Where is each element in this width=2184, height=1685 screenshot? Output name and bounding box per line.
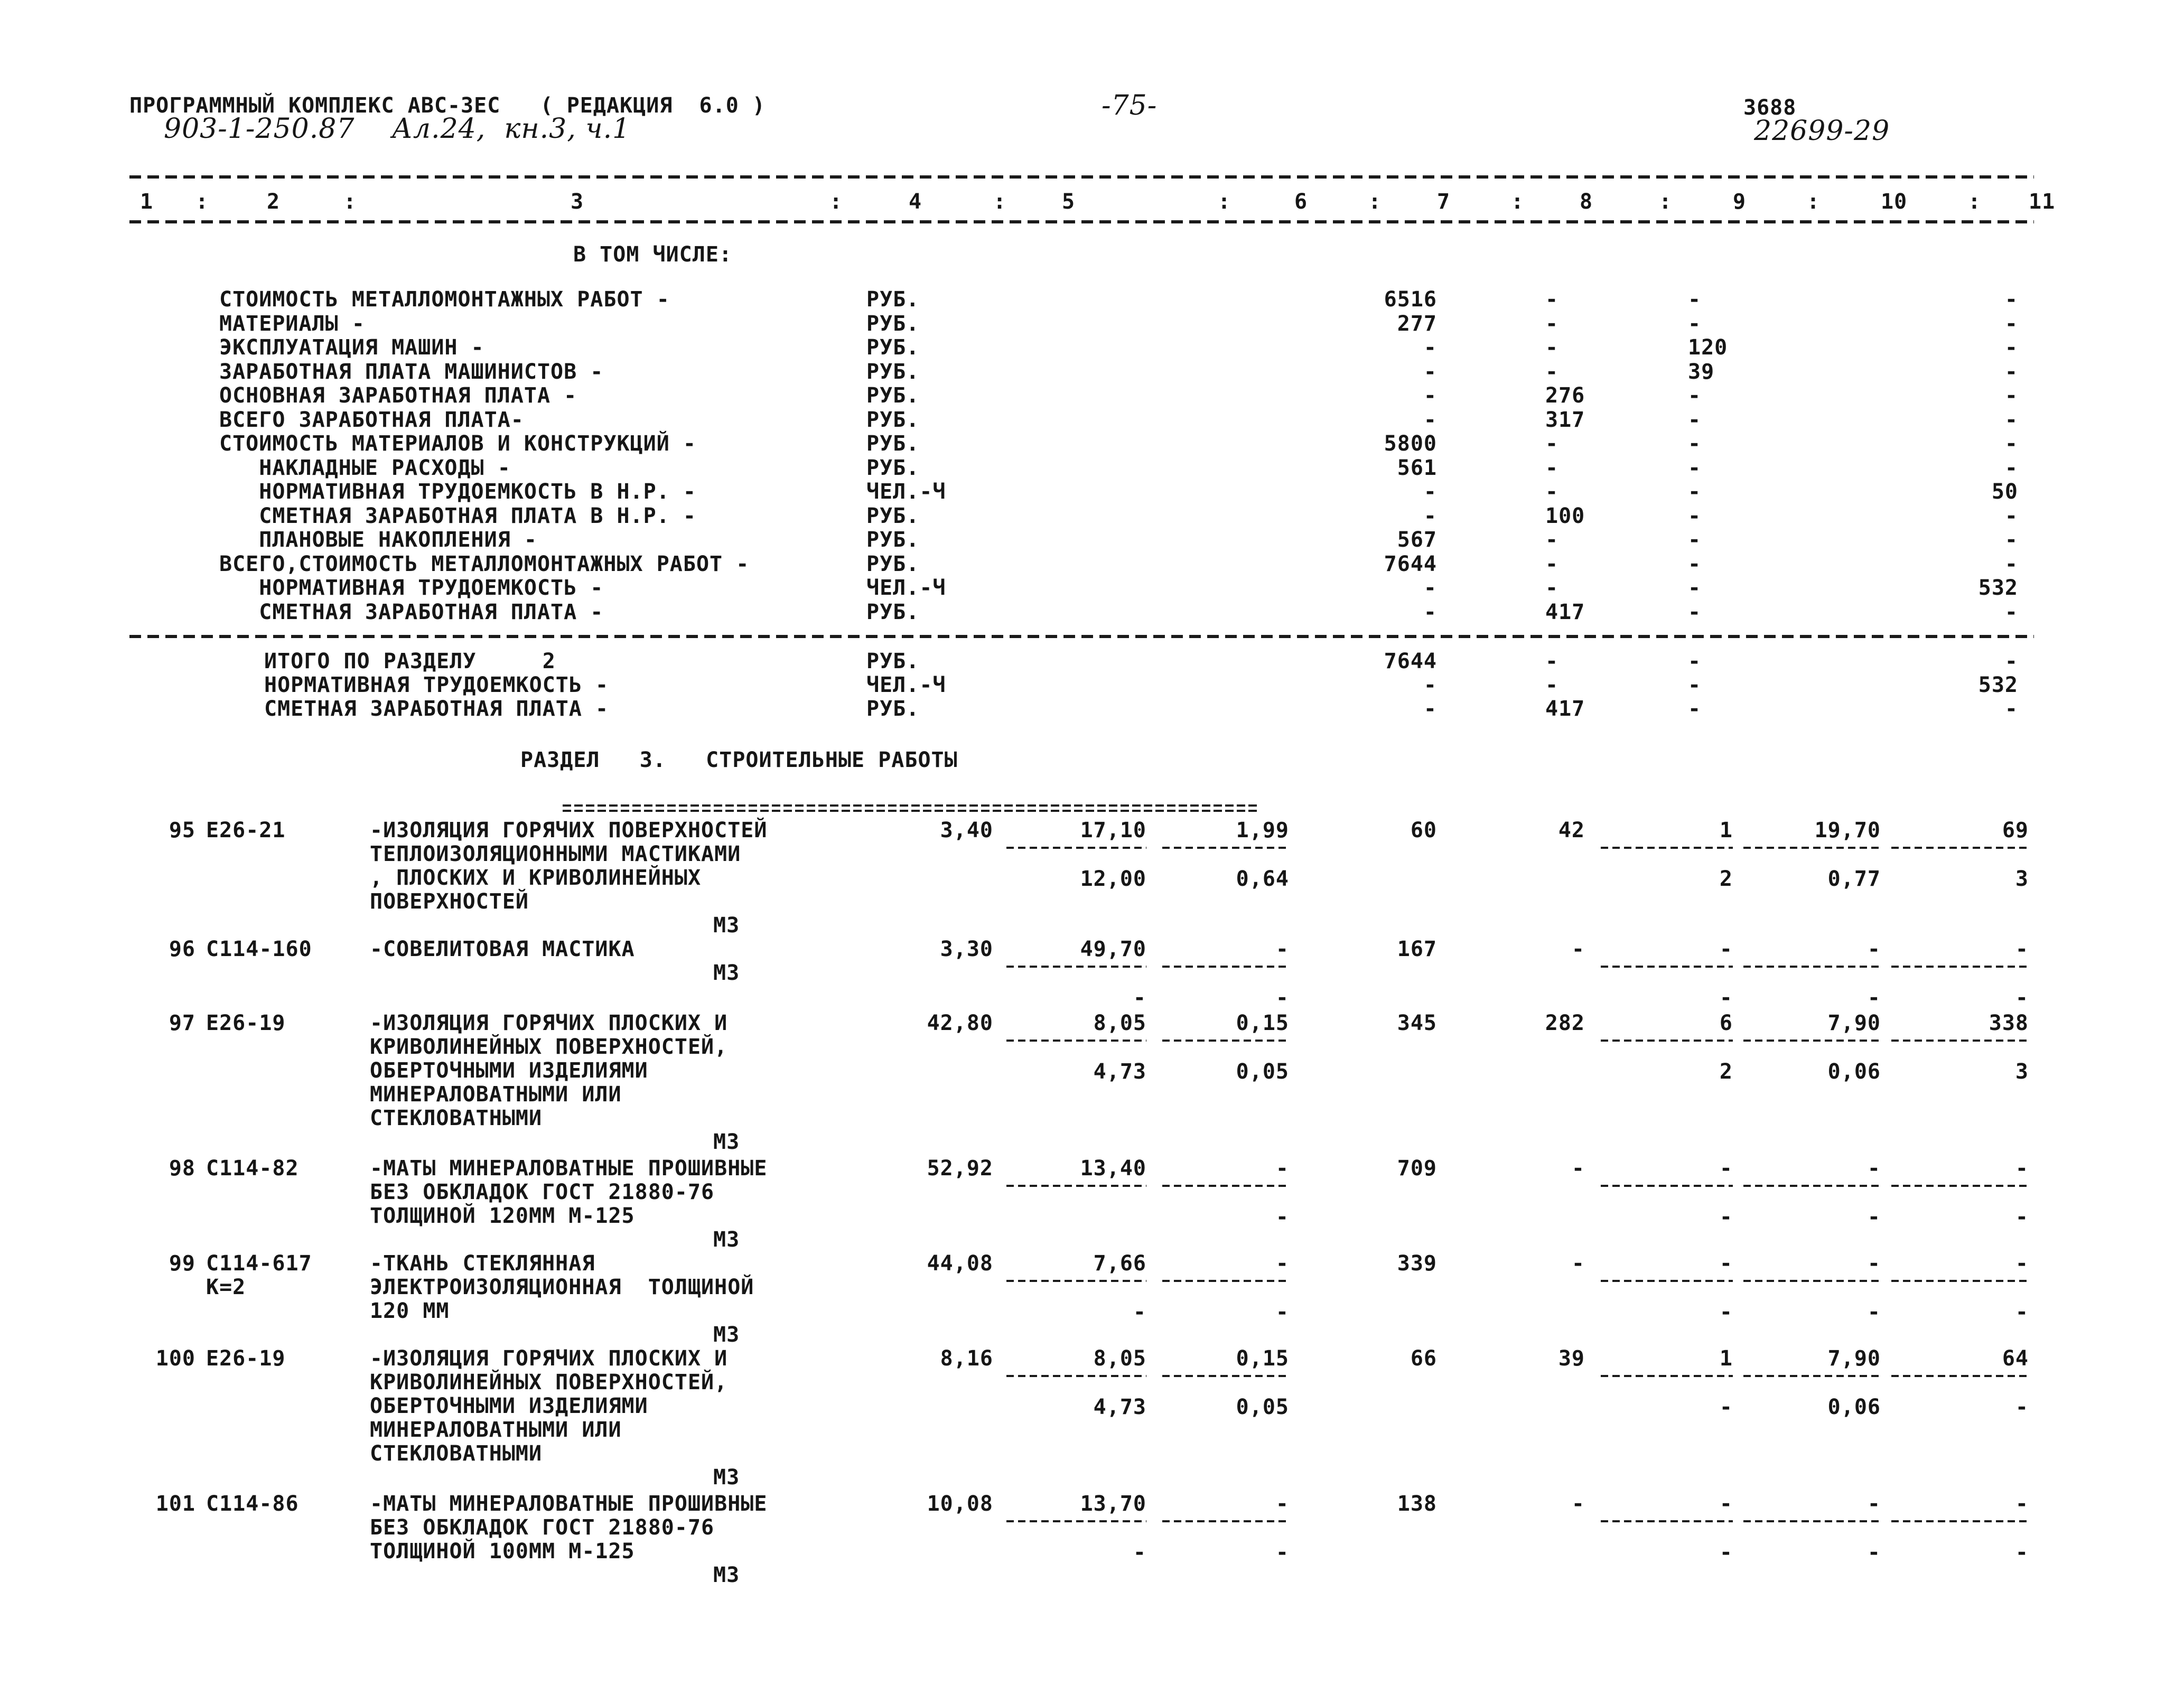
item-col11: -: [2015, 1492, 2029, 1516]
item-col10: 7,90: [1827, 1011, 1881, 1035]
item-col9-lower: -: [1719, 1300, 1733, 1324]
item-col9: -: [1719, 1251, 1733, 1276]
item-col11-lower: -: [2015, 1300, 2029, 1324]
item-code: С114-86: [206, 1492, 299, 1516]
summary-value-col8: 417: [1545, 600, 1585, 624]
item-col5-lower: 4,73: [1093, 1060, 1146, 1084]
summary-unit: РУБ.: [866, 528, 920, 552]
summary-unit: РУБ.: [866, 432, 920, 456]
item-col5-lower: -: [1133, 986, 1146, 1010]
section-total-label: СМЕТНАЯ ЗАРАБОТНАЯ ПЛАТА -: [264, 697, 609, 721]
item-number: 97: [169, 1011, 195, 1035]
item-col11: -: [2015, 1251, 2029, 1276]
section-total-col11: 532: [1978, 673, 2018, 697]
summary-label: СМЕТНАЯ ЗАРАБОТНАЯ ПЛАТА -: [219, 600, 604, 624]
summary-value-col9: -: [1688, 432, 1702, 456]
section-total-label: ИТОГО ПО РАЗДЕЛУ 2: [264, 649, 556, 673]
item-col9-lower: -: [1719, 1205, 1733, 1229]
item-col7: 66: [1410, 1346, 1437, 1371]
item-code: С114-82: [206, 1156, 299, 1181]
item-col6-lower: -: [1275, 1300, 1289, 1324]
column-separator: :: [1659, 190, 1673, 214]
item-col10: 7,90: [1827, 1346, 1881, 1371]
summary-unit: РУБ.: [866, 311, 920, 336]
item-number: 95: [169, 818, 195, 843]
item-col10: 19,70: [1814, 818, 1881, 843]
item-col5-lower: 12,00: [1080, 867, 1146, 891]
item-col9: 1: [1719, 1346, 1733, 1371]
summary-value-col9: 120: [1688, 335, 1728, 360]
item-number: 96: [169, 937, 195, 961]
summary-value-col7: 561: [1397, 455, 1437, 480]
item-description-line: -МАТЫ МИНЕРАЛОВАТНЫЕ ПРОШИВНЫЕ: [370, 1492, 768, 1516]
item-col5: 8,05: [1093, 1011, 1146, 1035]
item-col4: 42,80: [927, 1011, 993, 1035]
item-col6: -: [1275, 1251, 1289, 1276]
section-total-col11: -: [2004, 697, 2018, 721]
summary-value-col11: -: [2004, 455, 2018, 480]
section-total-unit: РУБ.: [866, 697, 920, 721]
summary-label: НАКЛАДНЫЕ РАСХОДЫ -: [219, 455, 511, 480]
summary-value-col8: -: [1545, 432, 1559, 456]
summary-value-col8: -: [1545, 576, 1559, 600]
item-description-line: ТОЛЩИНОЙ 100ММ М-125: [370, 1539, 635, 1564]
summary-value-col9: -: [1688, 528, 1702, 552]
item-description-line: МИНЕРАЛОВАТНЫМИ ИЛИ: [370, 1082, 622, 1107]
summary-unit: РУБ.: [866, 503, 920, 528]
item-coefficient: К=2: [206, 1275, 246, 1299]
item-col5-lower: 4,73: [1093, 1395, 1146, 1419]
item-col6-lower: -: [1275, 1540, 1289, 1565]
summary-label: СТОИМОСТЬ МЕТАЛЛОМОНТАЖНЫХ РАБОТ -: [219, 287, 670, 312]
item-description-line: ЭЛЕКТРОИЗОЛЯЦИОННАЯ ТОЛЩИНОЙ: [370, 1275, 754, 1299]
item-col8: 39: [1558, 1346, 1585, 1371]
section-total-col9: -: [1688, 697, 1702, 721]
summary-label: СМЕТНАЯ ЗАРАБОТНАЯ ПЛАТА В Н.Р. -: [219, 503, 696, 528]
column-separator: :: [1368, 190, 1382, 214]
summary-value-col7: -: [1423, 503, 1437, 528]
item-col11-lower: 3: [2015, 1060, 2029, 1084]
item-unit: М3: [713, 1465, 740, 1490]
summary-value-col8: -: [1545, 480, 1559, 504]
item-description-line: ПОВЕРХНОСТЕЙ: [370, 890, 529, 914]
item-col7: 167: [1397, 937, 1437, 961]
summary-unit: РУБ.: [866, 287, 920, 312]
summary-value-col7: 7644: [1384, 551, 1437, 576]
item-col9: 1: [1719, 818, 1733, 843]
summary-value-col9: -: [1688, 407, 1702, 432]
item-col8: -: [1571, 937, 1585, 961]
page-number: -75-: [1102, 90, 1158, 121]
section-total-unit: РУБ.: [866, 649, 920, 673]
item-col10-lower: -: [1867, 1300, 1881, 1324]
section-total-col8: 417: [1545, 697, 1585, 721]
item-unit: М3: [713, 1563, 740, 1587]
summary-unit: РУБ.: [866, 600, 920, 624]
item-col7: 345: [1397, 1011, 1437, 1035]
item-col6-lower: -: [1275, 986, 1289, 1010]
item-code: С114-617: [206, 1251, 312, 1276]
column-separator: :: [1968, 190, 1982, 214]
summary-value-col7: 567: [1397, 528, 1437, 552]
summary-value-col9: -: [1688, 311, 1702, 336]
summary-value-col11: -: [2004, 359, 2018, 384]
section-total-col8: -: [1545, 673, 1559, 697]
summary-unit: РУБ.: [866, 383, 920, 408]
summary-value-col11: 532: [1978, 576, 2018, 600]
summary-value-col11: -: [2004, 383, 2018, 408]
item-code: Е26-21: [206, 818, 286, 843]
item-col9: -: [1719, 1156, 1733, 1181]
item-col9-lower: 2: [1719, 1060, 1733, 1084]
column-header-3: 3: [571, 190, 584, 214]
column-header-10: 10: [1881, 190, 1908, 214]
summary-label: ВСЕГО,СТОИМОСТЬ МЕТАЛЛОМОНТАЖНЫХ РАБОТ -: [219, 551, 750, 576]
item-description-line: -ИЗОЛЯЦИЯ ГОРЯЧИХ ПЛОСКИХ И: [370, 1346, 728, 1371]
section-title: РАЗДЕЛ 3. СТРОИТЕЛЬНЫЕ РАБОТЫ: [520, 748, 958, 772]
summary-value-col11: -: [2004, 287, 2018, 312]
item-code: Е26-19: [206, 1011, 286, 1035]
summary-unit: РУБ.: [866, 335, 920, 360]
summary-value-col8: -: [1545, 311, 1559, 336]
summary-value-col11: -: [2004, 407, 2018, 432]
item-col9-lower: -: [1719, 1540, 1733, 1565]
summary-label: МАТЕРИАЛЫ -: [219, 311, 365, 336]
summary-value-col9: -: [1688, 287, 1702, 312]
summary-value-col7: -: [1423, 480, 1437, 504]
summary-value-col11: 50: [1991, 480, 2018, 504]
item-col10: -: [1867, 937, 1881, 961]
summary-label: ВСЕГО ЗАРАБОТНАЯ ПЛАТА-: [219, 407, 524, 432]
item-col8: 42: [1558, 818, 1585, 843]
item-number: 101: [155, 1492, 195, 1516]
item-col8: -: [1571, 1251, 1585, 1276]
item-description-line: ТОЛЩИНОЙ 120ММ М-125: [370, 1204, 635, 1228]
summary-value-col9: -: [1688, 551, 1702, 576]
column-separator: :: [1807, 190, 1821, 214]
summary-unit: РУБ.: [866, 407, 920, 432]
summary-value-col7: -: [1423, 407, 1437, 432]
item-col11-lower: 3: [2015, 867, 2029, 891]
summary-label: НОРМАТИВНАЯ ТРУДОЕМКОСТЬ В Н.Р. -: [219, 480, 696, 504]
summary-value-col11: -: [2004, 311, 2018, 336]
item-col9: -: [1719, 1492, 1733, 1516]
item-col11: -: [2015, 937, 2029, 961]
item-description-line: СТЕКЛОВАТНЫМИ: [370, 1441, 543, 1466]
document-code-top: 3688: [1743, 96, 1797, 120]
item-col7: 709: [1397, 1156, 1437, 1181]
item-col6: -: [1275, 937, 1289, 961]
item-col11: -: [2015, 1156, 2029, 1181]
summary-value-col8: -: [1545, 455, 1559, 480]
item-description-line: БЕЗ ОБКЛАДОК ГОСТ 21880-76: [370, 1180, 715, 1204]
summary-value-col7: -: [1423, 335, 1437, 360]
summary-value-col8: -: [1545, 359, 1559, 384]
summary-value-col11: -: [2004, 600, 2018, 624]
item-unit: М3: [713, 1228, 740, 1252]
item-col9: -: [1719, 937, 1733, 961]
summary-value-col7: 277: [1397, 311, 1437, 336]
document-code-bottom: 22699-29: [1754, 115, 1890, 147]
section-total-col9: -: [1688, 673, 1702, 697]
item-col11: 64: [2002, 1346, 2029, 1371]
item-col5: 13,40: [1080, 1156, 1146, 1181]
summary-label: НОРМАТИВНАЯ ТРУДОЕМКОСТЬ -: [219, 576, 604, 600]
summary-value-col8: -: [1545, 287, 1559, 312]
item-col9: 6: [1719, 1011, 1733, 1035]
column-header-1: 1: [140, 190, 154, 214]
item-col10-lower: -: [1867, 1205, 1881, 1229]
item-description-line: -СОВЕЛИТОВАЯ МАСТИКА: [370, 937, 635, 961]
item-unit: М3: [713, 913, 740, 938]
column-header-7: 7: [1437, 190, 1451, 214]
including-label: В ТОМ ЧИСЛЕ:: [573, 242, 732, 267]
item-col4: 44,08: [927, 1251, 993, 1276]
item-col6: -: [1275, 1492, 1289, 1516]
item-col7: 60: [1410, 818, 1437, 843]
item-col5: 17,10: [1080, 818, 1146, 843]
item-description-line: -МАТЫ МИНЕРАЛОВАТНЫЕ ПРОШИВНЫЕ: [370, 1156, 768, 1181]
item-col11: 69: [2002, 818, 2029, 843]
item-col11: 338: [1989, 1011, 2029, 1035]
item-description-line: -ИЗОЛЯЦИЯ ГОРЯЧИХ ПОВЕРХНОСТЕЙ: [370, 818, 768, 843]
item-number: 98: [169, 1156, 195, 1181]
item-unit: М3: [713, 1323, 740, 1347]
summary-label: ОСНОВНАЯ ЗАРАБОТНАЯ ПЛАТА -: [219, 383, 577, 408]
item-code: Е26-19: [206, 1346, 286, 1371]
item-description-line: -ИЗОЛЯЦИЯ ГОРЯЧИХ ПЛОСКИХ И: [370, 1011, 728, 1035]
item-col10-lower: 0,77: [1827, 867, 1881, 891]
column-header-4: 4: [909, 190, 922, 214]
summary-value-col11: -: [2004, 335, 2018, 360]
summary-label: ЭКСПЛУАТАЦИЯ МАШИН -: [219, 335, 484, 360]
item-col8: 282: [1545, 1011, 1585, 1035]
item-col10: -: [1867, 1492, 1881, 1516]
section-total-col7: -: [1423, 673, 1437, 697]
summary-label: ЗАРАБОТНАЯ ПЛАТА МАШИНИСТОВ -: [219, 359, 604, 384]
section-total-unit: ЧЕЛ.-Ч: [866, 673, 946, 697]
summary-value-col8: 317: [1545, 407, 1585, 432]
column-separator: :: [993, 190, 1007, 214]
summary-value-col11: -: [2004, 503, 2018, 528]
item-col4: 10,08: [927, 1492, 993, 1516]
item-col6-lower: 0,64: [1236, 867, 1289, 891]
program-header: ПРОГРАММНЫЙ КОМПЛЕКС АВС-3ЕС ( РЕДАКЦИЯ 6.0 ): [129, 93, 766, 118]
summary-value-col9: -: [1688, 480, 1702, 504]
item-col6: 1,99: [1236, 818, 1289, 843]
section-total-col7: -: [1423, 697, 1437, 721]
item-number: 100: [155, 1346, 195, 1371]
item-col10-lower: 0,06: [1827, 1060, 1881, 1084]
item-col4: 3,30: [940, 937, 993, 961]
summary-value-col11: -: [2004, 551, 2018, 576]
item-description-line: КРИВОЛИНЕЙНЫХ ПОВЕРХНОСТЕЙ,: [370, 1370, 728, 1394]
item-description-line: ОБЕРТОЧНЫМИ ИЗДЕЛИЯМИ: [370, 1059, 648, 1083]
item-col10: -: [1867, 1156, 1881, 1181]
item-col11-lower: -: [2015, 1540, 2029, 1565]
summary-value-col9: -: [1688, 383, 1702, 408]
item-col5: 7,66: [1093, 1251, 1146, 1276]
item-col6-lower: -: [1275, 1205, 1289, 1229]
item-col10-lower: 0,06: [1827, 1395, 1881, 1419]
item-description-line: СТЕКЛОВАТНЫМИ: [370, 1106, 543, 1130]
section-total-col11: -: [2004, 649, 2018, 673]
item-col6: -: [1275, 1156, 1289, 1181]
section-total-col9: -: [1688, 649, 1702, 673]
section-total-col8: -: [1545, 649, 1559, 673]
summary-unit: ЧЕЛ.-Ч: [866, 576, 946, 600]
item-col4: 8,16: [940, 1346, 993, 1371]
item-col5-lower: -: [1133, 1300, 1146, 1324]
summary-value-col7: -: [1423, 576, 1437, 600]
item-col11-lower: -: [2015, 986, 2029, 1010]
summary-unit: РУБ.: [866, 551, 920, 576]
item-col10-lower: -: [1867, 986, 1881, 1010]
item-col5: 13,70: [1080, 1492, 1146, 1516]
item-col5: 49,70: [1080, 937, 1146, 961]
column-header-6: 6: [1294, 190, 1308, 214]
column-header-9: 9: [1733, 190, 1747, 214]
summary-value-col9: -: [1688, 576, 1702, 600]
item-col6-lower: 0,05: [1236, 1395, 1289, 1419]
item-description-line: КРИВОЛИНЕЙНЫХ ПОВЕРХНОСТЕЙ,: [370, 1035, 728, 1059]
summary-value-col7: -: [1423, 359, 1437, 384]
item-col7: 138: [1397, 1492, 1437, 1516]
summary-label: ПЛАНОВЫЕ НАКОПЛЕНИЯ -: [219, 528, 537, 552]
item-number: 99: [169, 1251, 195, 1276]
summary-unit: РУБ.: [866, 455, 920, 480]
item-code: С114-160: [206, 937, 312, 961]
item-description-line: -ТКАНЬ СТЕКЛЯННАЯ: [370, 1251, 595, 1276]
column-separator: :: [343, 190, 357, 214]
summary-value-col9: -: [1688, 455, 1702, 480]
summary-unit: РУБ.: [866, 359, 920, 384]
item-col9-lower: -: [1719, 986, 1733, 1010]
summary-value-col11: -: [2004, 528, 2018, 552]
summary-value-col7: -: [1423, 383, 1437, 408]
item-col10: -: [1867, 1251, 1881, 1276]
column-header-5: 5: [1062, 190, 1076, 214]
summary-unit: ЧЕЛ.-Ч: [866, 480, 946, 504]
item-col11-lower: -: [2015, 1205, 2029, 1229]
item-col6-lower: 0,05: [1236, 1060, 1289, 1084]
summary-value-col7: 6516: [1384, 287, 1437, 312]
section-total-label: НОРМАТИВНАЯ ТРУДОЕМКОСТЬ -: [264, 673, 609, 697]
column-header-2: 2: [267, 190, 281, 214]
column-header-11: 11: [2029, 190, 2056, 214]
item-col6: 0,15: [1236, 1011, 1289, 1035]
item-description-line: МИНЕРАЛОВАТНЫМИ ИЛИ: [370, 1418, 622, 1442]
column-separator: :: [195, 190, 209, 214]
item-col9-lower: -: [1719, 1395, 1733, 1419]
item-col9-lower: 2: [1719, 867, 1733, 891]
summary-value-col8: -: [1545, 335, 1559, 360]
summary-value-col7: -: [1423, 600, 1437, 624]
summary-value-col9: 39: [1688, 359, 1715, 384]
summary-value-col8: -: [1545, 528, 1559, 552]
summary-value-col9: -: [1688, 503, 1702, 528]
column-separator: :: [829, 190, 843, 214]
item-col4: 3,40: [940, 818, 993, 843]
item-description-line: ОБЕРТОЧНЫМИ ИЗДЕЛИЯМИ: [370, 1394, 648, 1418]
item-col5: 8,05: [1093, 1346, 1146, 1371]
item-col8: -: [1571, 1492, 1585, 1516]
summary-label: СТОИМОСТЬ МАТЕРИАЛОВ И КОНСТРУКЦИЙ -: [219, 432, 696, 456]
item-unit: М3: [713, 961, 740, 985]
project-reference: 903-1-250.87 Ал.24, кн.3, ч.1: [164, 113, 631, 145]
item-description-line: , ПЛОСКИХ И КРИВОЛИНЕЙНЫХ: [370, 866, 702, 890]
item-col6: 0,15: [1236, 1346, 1289, 1371]
item-unit: М3: [713, 1130, 740, 1154]
summary-value-col11: -: [2004, 432, 2018, 456]
item-col11-lower: -: [2015, 1395, 2029, 1419]
item-col4: 52,92: [927, 1156, 993, 1181]
column-header-8: 8: [1580, 190, 1593, 214]
item-col7: 339: [1397, 1251, 1437, 1276]
column-separator: :: [1511, 190, 1525, 214]
item-col10-lower: -: [1867, 1540, 1881, 1565]
item-description-line: БЕЗ ОБКЛАДОК ГОСТ 21880-76: [370, 1515, 715, 1540]
item-description-line: 120 ММ: [370, 1299, 450, 1323]
summary-value-col8: 100: [1545, 503, 1585, 528]
section-total-col7: 7644: [1384, 649, 1437, 673]
summary-value-col7: 5800: [1384, 432, 1437, 456]
summary-value-col8: 276: [1545, 383, 1585, 408]
item-col8: -: [1571, 1156, 1585, 1181]
item-description-line: ТЕПЛОИЗОЛЯЦИОННЫМИ МАСТИКАМИ: [370, 842, 741, 866]
summary-value-col8: -: [1545, 551, 1559, 576]
item-col5-lower: -: [1133, 1540, 1146, 1565]
column-separator: :: [1218, 190, 1231, 214]
summary-value-col9: -: [1688, 600, 1702, 624]
